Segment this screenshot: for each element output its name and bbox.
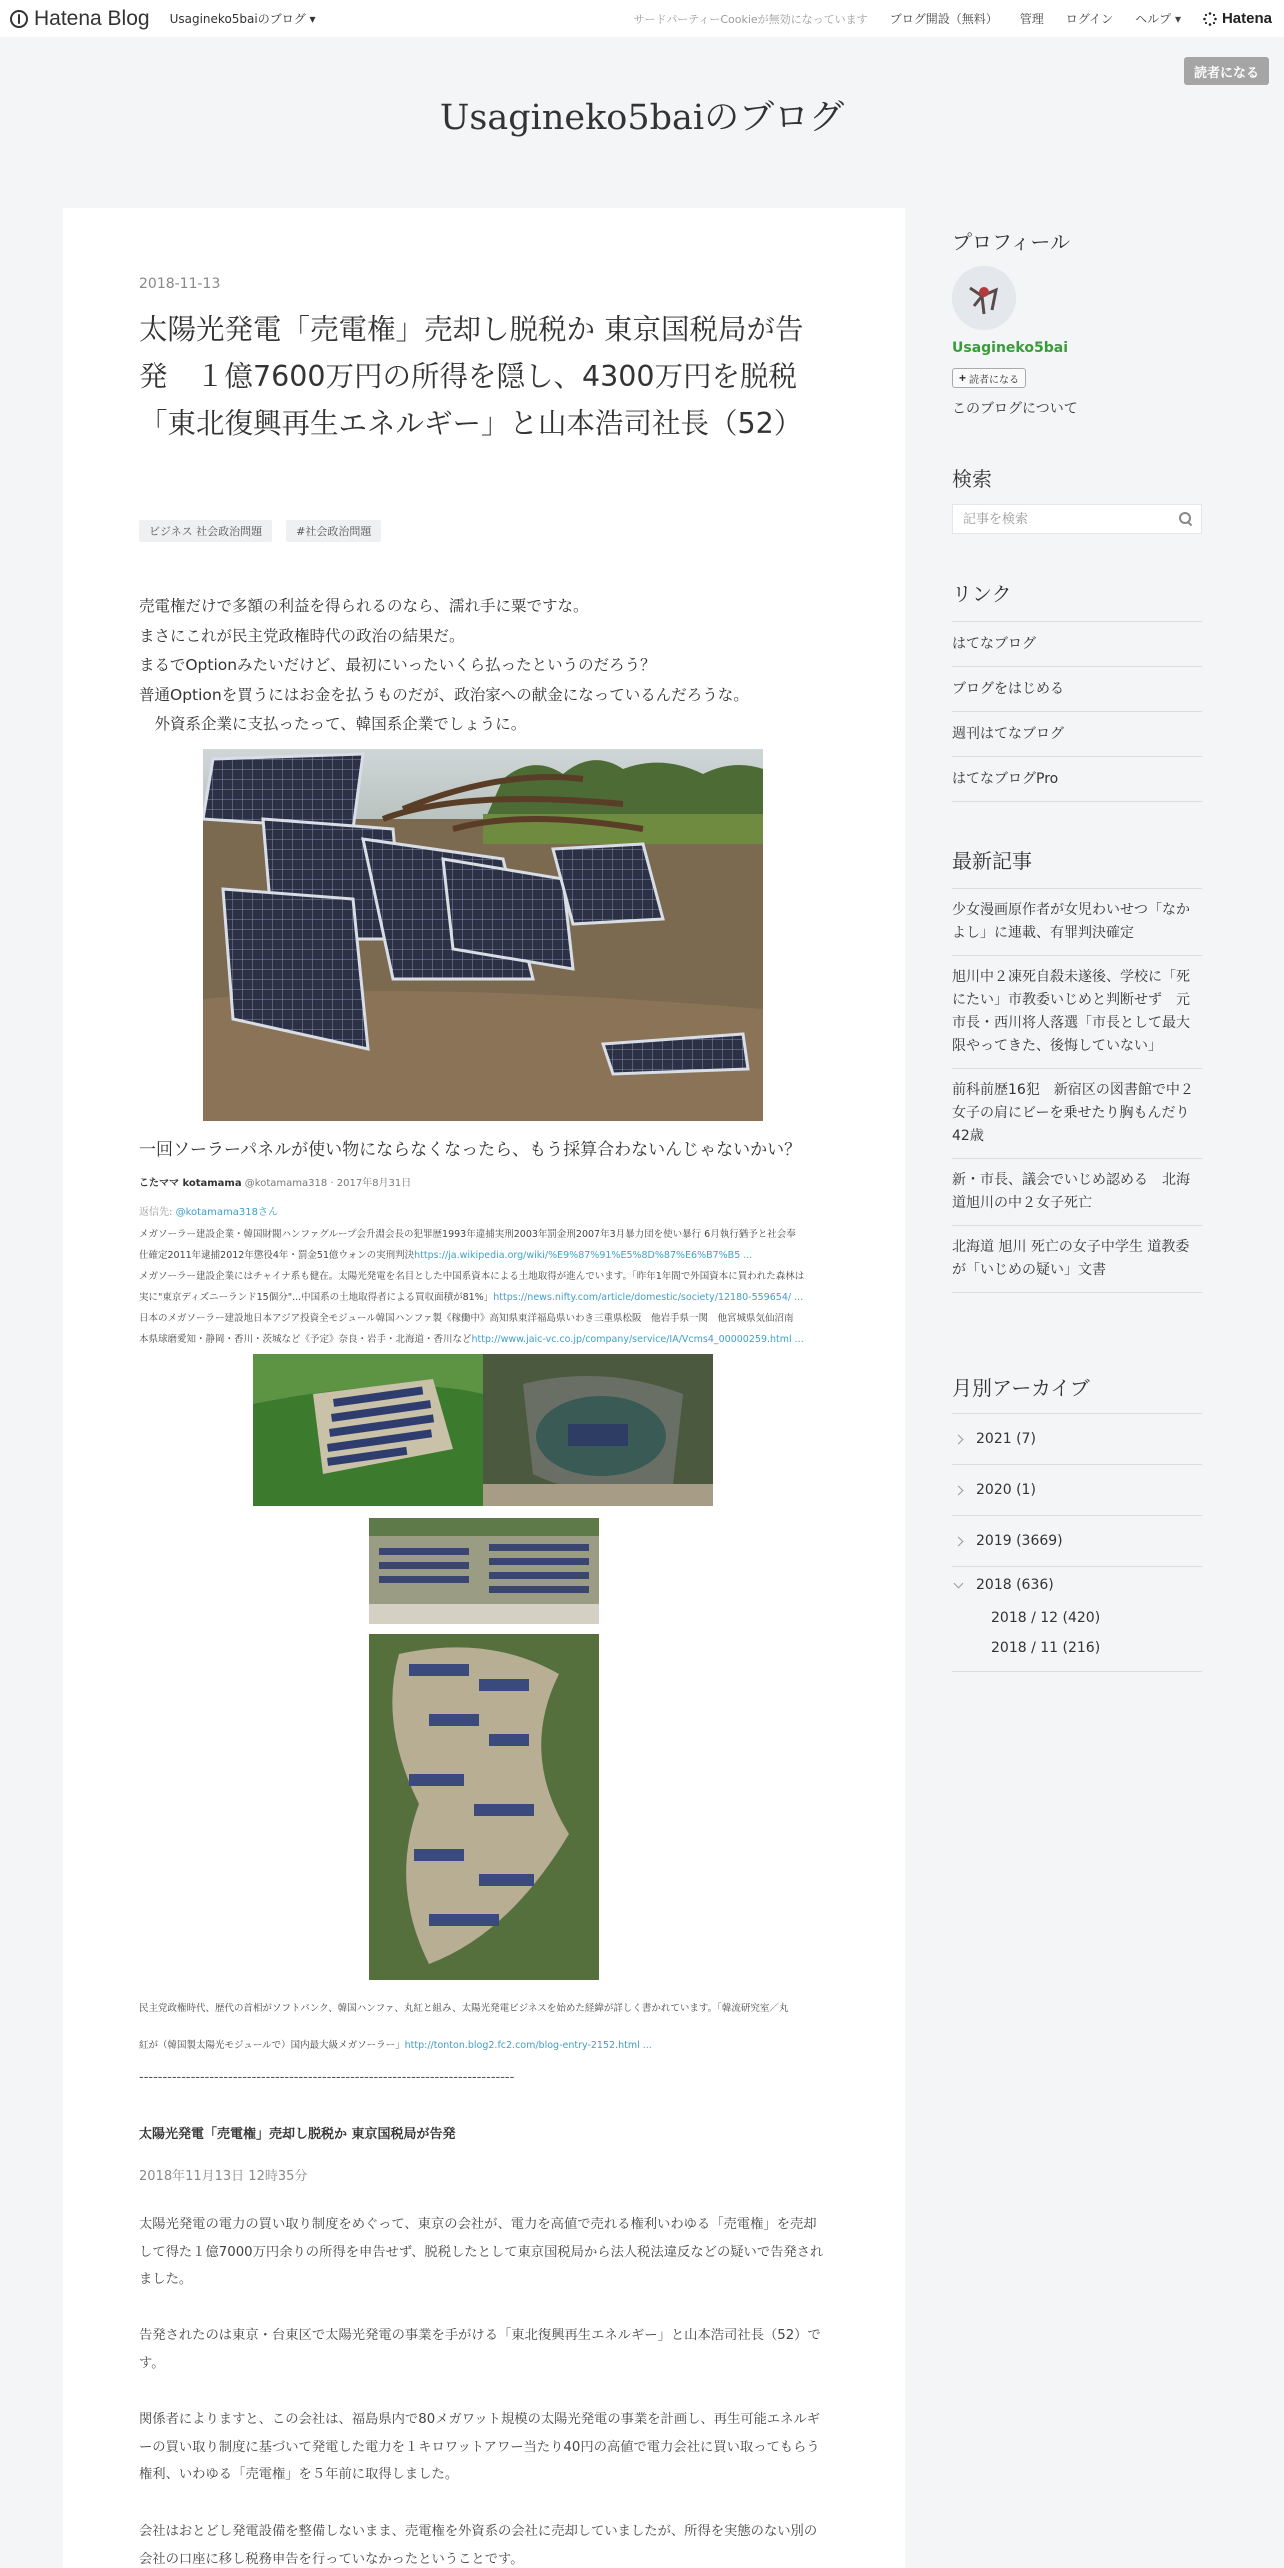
solar-panel-photo xyxy=(203,749,763,1121)
tweet-body xyxy=(139,1224,829,1350)
profile-subscribe-button[interactable] xyxy=(952,368,1026,388)
archive-months xyxy=(952,1603,1202,1663)
archive-list xyxy=(952,1413,1202,1672)
manage-link[interactable]: 管理 xyxy=(1019,12,1044,26)
news-paragraph: 関係者によりますと、この会社は、福島県内で80メガワット規模の太陽光発電の事業を計画し、再生可能エネルギーの買い取り制度に基づいて発電した電力を１キロワットアワー当たり40円の高値で電力会社に買い取ってもらう権利、いわゆる「売電権」を５年前に取得しました。 xyxy=(139,2412,821,2482)
recent-entry[interactable]: 少女漫画原作者が女児わいせつ「なかよし」に連載、有罪判決確定 xyxy=(952,889,1202,956)
terraced-solar-farm-image xyxy=(369,1634,599,1980)
search-heading: 検索 xyxy=(952,467,992,491)
tweet-author[interactable]: こたママ kotamama xyxy=(139,1178,242,1189)
recent-entry[interactable]: 前科前歴16犯 新宿区の図書館で中２女子の肩にビーを乗せたり胸もんだり42歳 xyxy=(952,1069,1202,1159)
photo-caption xyxy=(139,1990,829,2064)
aerial-photo-1 xyxy=(253,1354,483,1506)
tweet-line: 仕確定2011年逮捕2012年懲役4年・罰金51億ウォンの実刑判決https://ja.wikipedia.org/wiki/%E9%87%91%E5%8D%87%E6%B7%B5 ... xyxy=(139,1250,753,1261)
archive-year-toggle[interactable]: 2018 (636) xyxy=(952,1577,1202,1593)
tweet-link[interactable]: https://news.nifty.com/article/domestic/society/12180-559654/ ... xyxy=(493,1292,804,1303)
hatena-blog-mark-icon xyxy=(10,10,28,28)
profile-subscribe-label: 読者になる xyxy=(969,374,1020,386)
archive-month[interactable]: 2018 / 11 (216) xyxy=(991,1640,1101,1656)
open-blog-link[interactable]: ブログ開設（無料） xyxy=(889,12,998,26)
plus-icon: + xyxy=(959,371,967,385)
help-dropdown[interactable]: ヘルプ ▾ xyxy=(1135,12,1181,26)
reply-to-link[interactable]: @kotamama318さん xyxy=(175,1207,278,1218)
recent-entry[interactable]: 旭川中２凍死自殺未遂後、学校に「死にたい」市教委いじめと判断せず 元市長・西川将人落選「市長として最大限やってきた、後悔していない」 xyxy=(952,956,1202,1069)
cookie-notice: サードパーティーCookieが無効になっています xyxy=(633,12,868,26)
chevron-right-icon xyxy=(954,1434,964,1444)
archive-year-open xyxy=(952,1567,1202,1672)
logo-text: Hatena Blog xyxy=(34,6,150,30)
intro-line: まさにこれが民主党政権時代の政治の結果だ。 xyxy=(139,626,465,645)
tweet-line: メガソーラー建設企業・韓国財閥ハンファグループ会升淵会長の犯罪歴1993年違捕実刑2003年罰金刑2007年3月暴力団を使い暴行 6月執行猶予と社会奉 xyxy=(139,1229,796,1240)
link-item[interactable]: はてなブログ xyxy=(952,622,1202,667)
tweet-question: 一回ソーラーパネルが使い物にならなくなったら、もう採算合わないんじゃないかい？ xyxy=(139,1140,802,1160)
news-date: 2018年11月13日 12時35分 xyxy=(139,2169,308,2184)
intro-line: 売電権だけで多額の利益を得られるのなら、濡れ手に粟ですな。 xyxy=(139,597,589,615)
caption-line: 民主党政権時代、歴代の首相がソフトバンク、韓国ハンファ、丸紅と組み、太陽光発電ビジネスを始めた経緯が詳しく書かれています。「韓流研究室／丸 xyxy=(139,2003,789,2014)
avatar[interactable] xyxy=(952,266,1016,330)
profile-name[interactable]: Usagineko5bai xyxy=(952,340,1068,356)
caption-link[interactable]: http://tonton.blog2.fc2.com/blog-entry-2152.html ... xyxy=(404,2040,652,2051)
profile-heading: プロフィール xyxy=(952,230,1070,254)
subscribe-button[interactable]: 読者になる xyxy=(1184,57,1269,85)
solar-field-image xyxy=(369,1518,599,1624)
archive-year[interactable]: 2019 (3669) xyxy=(952,1516,1202,1567)
avatar-image xyxy=(952,266,1016,330)
archive-year[interactable]: 2021 (7) xyxy=(952,1414,1202,1465)
main-article xyxy=(63,208,905,2568)
global-header xyxy=(0,0,1284,37)
tweet-link[interactable]: https://ja.wikipedia.org/wiki/%E9%87%91%E5%8D%87%E6%B7%B5 ... xyxy=(414,1250,753,1261)
archive-heading: 月別アーカイブ xyxy=(952,1376,1090,1400)
hatena-blog-logo[interactable] xyxy=(10,7,150,31)
tweet-line: 実に"東京ディズニーランド15個分"...中国系の土地取得者による買収面積が81%」https://news.nifty.com/article/domestic/society/12180-559654/ ... xyxy=(139,1292,804,1303)
blog-menu-dropdown[interactable]: Usagineko5baiのブログ ▾ xyxy=(169,12,316,26)
entry-title[interactable]: 太陽光発電「売電権」売却し脱税か 東京国税局が告発 １億7600万円の所得を隠し、4300万円を脱税「東北復興再生エネルギー」と山本浩司社長（52） xyxy=(139,313,804,440)
link-item[interactable]: はてなブログPro xyxy=(952,757,1202,802)
intro-line: 普通Optionを買うにはお金を払うものだが、政治家への献金になっているんだろうな。 xyxy=(139,685,749,704)
news-paragraph: 告発されたのは東京・台東区で太陽光発電の事業を手がける「東北復興再生エネルギー」と山本浩司社長（52）です。 xyxy=(139,2328,821,2371)
news-paragraph: 太陽光発電の電力の買い取り制度をめぐって、東京の会社が、電力を高値で売れる権利いわゆる「売電権」を売却して得た１億7000万円余りの所得を申告せず、脱税したとして東京国税局から法人税法違反などの疑いで告発されました。 xyxy=(139,2217,824,2287)
tweet-line: 日本のメガソーラー建設地日本アジア投資全モジュール韓国ハンファ製《稼働中》高知県東洋福島県いわき三重県松阪 他岩手県一関 他宮城県気仙沼南 xyxy=(139,1313,794,1324)
search-icon[interactable] xyxy=(1179,512,1193,526)
tweet-reply xyxy=(139,1203,278,1218)
chevron-right-icon xyxy=(954,1536,964,1546)
archive-month[interactable]: 2018 / 12 (420) xyxy=(991,1610,1101,1626)
recent-heading: 最新記事 xyxy=(952,849,1032,873)
links-list xyxy=(952,621,1202,802)
aerial-photo-4 xyxy=(369,1634,599,1980)
recent-entry[interactable]: 北海道 旭川 死亡の女子中学生 道教委が「いじめの疑い」文書 xyxy=(952,1226,1202,1293)
blog-title[interactable]: Usagineko5baiのブログ xyxy=(439,98,845,138)
about-blog-link[interactable]: このブログについて xyxy=(952,401,1078,417)
link-item[interactable]: 週刊はてなブログ xyxy=(952,712,1202,757)
hatena-link[interactable] xyxy=(1203,10,1272,27)
search-input[interactable] xyxy=(961,511,1171,528)
reply-prefix: 返信先: xyxy=(139,1207,176,1218)
tweet-line: メガソーラー建設企業にはチャイナ系も健在。太陽光発電を名目とした中国系資本による土地取得が進んでいます。「昨年1年間で外国資本に買われた森林は xyxy=(139,1271,805,1282)
hatena-dots-icon xyxy=(1203,12,1217,26)
chevron-right-icon xyxy=(954,1485,964,1495)
intro-line: 外資系企業に支払ったって、韓国系企業でしょうに。 xyxy=(139,715,527,733)
aerial-photo-2 xyxy=(483,1354,713,1506)
tweet-link[interactable]: http://www.jaic-vc.co.jp/company/service/IA/Vcms4_00000259.html ... xyxy=(471,1334,804,1345)
tweet-handle-date[interactable]: @kotamama318 · 2017年8月31日 xyxy=(241,1178,412,1189)
floating-solar-pond-image xyxy=(483,1354,713,1506)
link-item[interactable]: ブログをはじめる xyxy=(952,667,1202,712)
solar-farm-hillside-image xyxy=(253,1354,483,1506)
entry-categories xyxy=(139,520,381,542)
news-paragraph: 会社はおとどし発電設備を整備しないまま、売電権を外資系の会社に売却していましたが、所得を実態のない別の会社の口座に移し税務申告を行っていなかったということです。 xyxy=(139,2524,818,2567)
intro-text xyxy=(139,592,749,740)
tweet-line: 本県球磨愛知・静岡・香川・茨城など《予定》奈良・岩手・北海道・香川などhttp://www.jaic-vc.co.jp/company/service/IA/Vcms4_00000259.html ... xyxy=(139,1334,804,1345)
category-tag[interactable]: #社会政治問題 xyxy=(286,520,381,542)
hatena-text: Hatena xyxy=(1221,10,1272,27)
aerial-photo-3 xyxy=(369,1518,599,1624)
archive-year[interactable]: 2020 (1) xyxy=(952,1465,1202,1516)
intro-line: まるでOptionみたいだけど、最初にいったいくら払ったというのだろう？ xyxy=(139,656,656,674)
collapsed-solar-panels-image xyxy=(203,749,763,1121)
category-tag[interactable]: ビジネス 社会政治問題 xyxy=(139,520,272,542)
search-box xyxy=(952,504,1202,534)
header-right-menu xyxy=(633,10,1272,27)
recent-entries-list xyxy=(952,888,1202,1293)
divider-line: -------------------------------------------------------------------------------- xyxy=(139,2070,515,2085)
entry-date[interactable]: 2018-11-13 xyxy=(139,276,221,292)
caption-line: 紅が（韓国製太陽光モジュールで）国内最大級メガソーラー」http://tonton.blog2.fc2.com/blog-entry-2152.html ... xyxy=(139,2040,652,2051)
chevron-down-icon xyxy=(954,1578,964,1588)
links-heading: リンク xyxy=(952,582,1012,606)
news-title: 太陽光発電「売電権」売却し脱税か 東京国税局が告発 xyxy=(139,2127,456,2142)
recent-entry[interactable]: 新・市長、議会でいじめ認める 北海道旭川の中２女子死亡 xyxy=(952,1159,1202,1226)
login-link[interactable]: ログイン xyxy=(1065,12,1114,26)
tweet-meta xyxy=(139,1174,411,1189)
